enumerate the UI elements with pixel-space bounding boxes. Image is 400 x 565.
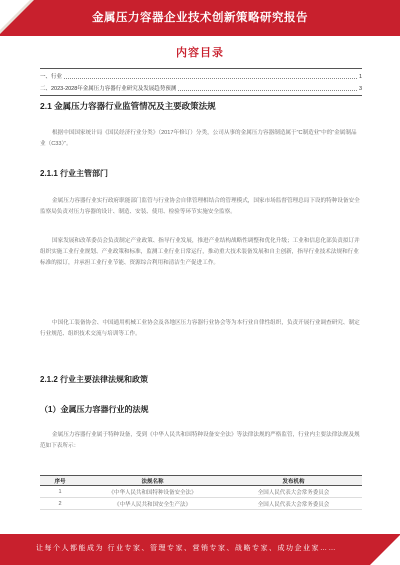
toc-title: 内容目录 — [176, 47, 224, 59]
report-title: 金属压力容器企业技术创新策略研究报告 — [92, 12, 308, 24]
table-row — [40, 486, 362, 498]
section-2-1-2-paragraph: 金属压力容器行业属于特种设备，受到《中华人民共和国特种设备安全法》等法律法规的严格监管，行业内主要法律法规及规范如下表所示： — [40, 432, 360, 449]
toc-top-rule — [40, 68, 362, 69]
toc-entry-page: 1 — [358, 74, 362, 80]
law-table-cell-name: 《中华人民共和国特种设备安全法》 — [80, 486, 225, 498]
toc-entry-text: 二、2023-2028年金属压力容器行业研究及发展趋势预测 — [40, 86, 177, 92]
law-table-header-issuer: 发布机构 — [225, 476, 362, 486]
table-row — [40, 498, 362, 510]
law-table-cell-index: 1 — [40, 486, 80, 498]
section-2-1-1-paragraph-2: 国家发展和改革委员会负责制定产业政策、指导行业发展，推进产业结构战略性调整和优化升级；工业和信息化部负责拟订并组织实施工业行业规划、产业政策和标准，监测工业行业日常运行，推动重大技术装备发展和自主创新，指导行业技术法规和行业标准的拟订，并承担工业行业节能、资源综合利用和清洁生产促进工作。 — [40, 238, 360, 266]
law-table-cell-index: 2 — [40, 498, 80, 510]
section-heading-2-1-2: 2.1.2 行业主要法律法规和政策 — [40, 375, 149, 384]
law-table-header-index: 序号 — [40, 476, 80, 486]
law-table-header-name: 法规名称 — [80, 476, 225, 486]
toc-entry-2[interactable] — [40, 84, 362, 92]
toc-entry-1[interactable] — [40, 72, 362, 80]
section-2-1-1-paragraph-3: 中国化工装备协会、中国通用机械工业协会及各地区压力容器行业协会等为本行业自律性组织，负责开展行业调查研究、制定行业规范、组织技术交流与培训等工作。 — [40, 320, 360, 337]
section-heading-2-1-1: 2.1.1 行业主管部门 — [40, 169, 109, 178]
law-table-cell-issuer: 全国人民代表大会常务委员会 — [225, 486, 362, 498]
law-table-header-row — [40, 476, 362, 486]
toc-entry-page: 3 — [358, 86, 362, 92]
section-heading-2-1: 2.1 金属压力容器行业监管情况及主要政策法规 — [40, 101, 216, 111]
section-2-1-1-paragraph-1: 金属压力容器行业实行政府职能部门监管与行业协会自律管理相结合的管理模式，国家市场监督管理总局下设的特种设备安全监察局负责对压力容器的设计、制造、安装、使用、检验等环节实施安全监察。 — [40, 198, 360, 215]
toc-entry-text: 一、行业 — [40, 74, 63, 80]
law-table-cell-issuer: 全国人民代表大会常务委员会 — [225, 498, 362, 510]
toc-leader-dots — [178, 90, 357, 91]
footer-slogan: 让每个人都能成为 行业专家、管理专家、营销专家、战略专家、成功企业家…… — [36, 545, 337, 552]
toc-leader-dots — [64, 78, 357, 79]
law-table-cell-name: 《中华人民共和国安全生产法》 — [80, 498, 225, 510]
toc-bottom-rule — [40, 95, 362, 96]
footer-page-fold — [370, 535, 400, 565]
subsection-heading-regulations: （1）金属压力容器行业的法规 — [40, 405, 149, 414]
section-2-1-paragraph: 根据中国国家统计局《国民经济行业分类》（2017年修订）分类，公司从事的金属压力容器制造属于“C制造业”中的“金属制品业（C33）”。 — [40, 130, 357, 147]
law-table — [40, 475, 362, 510]
